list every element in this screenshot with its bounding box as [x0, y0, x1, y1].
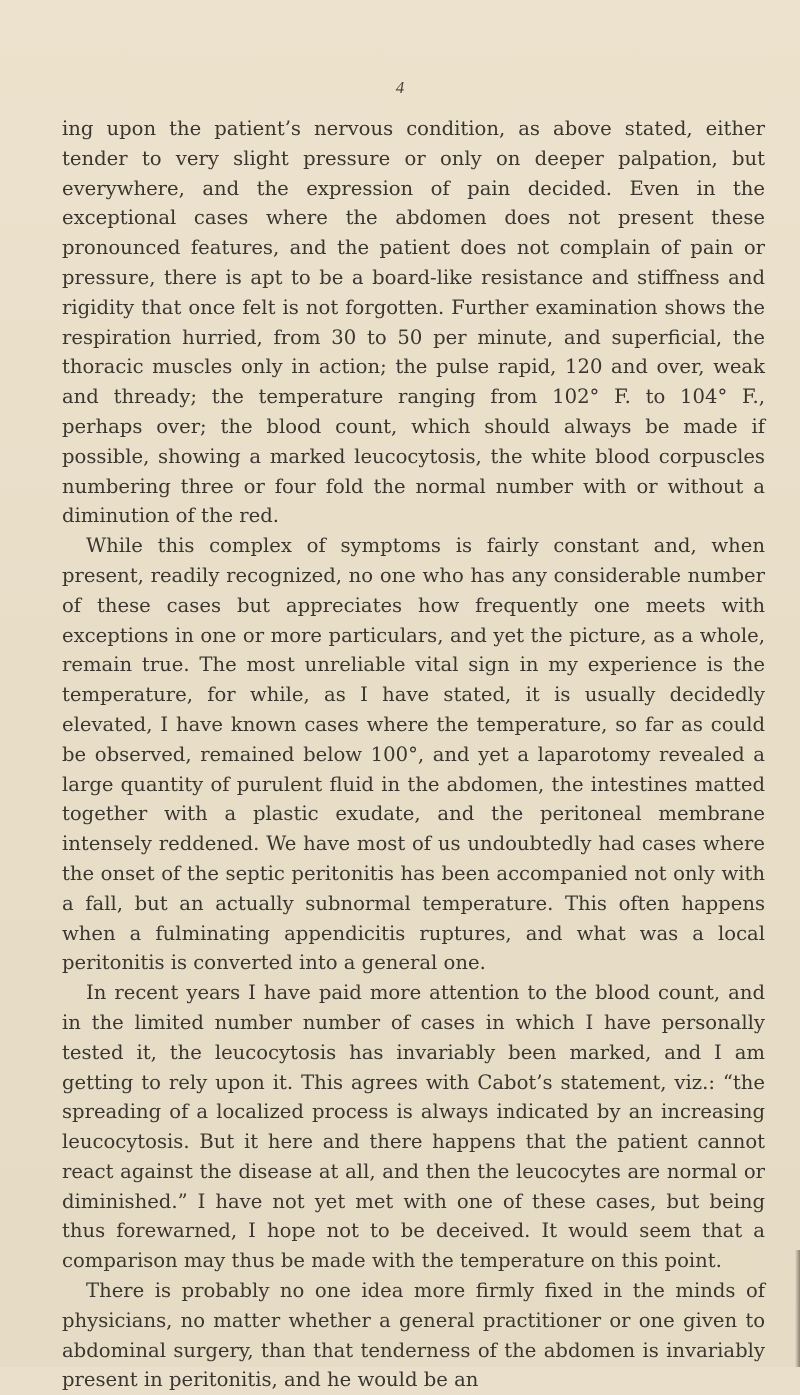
page-edge-shadow [795, 1250, 800, 1367]
paragraph-2: While this complex of symptoms is fairly constant and, when present, readily recognized, no one who has any considerable number of these cases but appreciates how frequently one meets with exceptions in one or more particulars, and yet the picture, as a whole, remain true. The most unreliable vital sign in my experience is the temperature, for while, as I have stated, it is usually decidedly elevated, I have known cases where the temperature, so far as could be observed, remained below 100°, and yet a laparotomy revealed a large quantity of purulent fluid in the abdomen, the intestines matted together with a plastic exudate, and the peritoneal membrane intensely reddened. We have most of us undoubtedly had cases where the onset of the septic peritonitis has been accompanied not only with a fall, but an actually subnormal temperature. This often happens when a fulminating appendicitis ruptures, and what was a local peritonitis is converted into a general one. [62, 534, 765, 975]
paragraph-1: ing upon the patient’s nervous condition, as above stated, either tender to very slight pressure or only on deeper palpation, but everywhere, and the expression of pain decided. Even in the exceptional cases where the abdomen does not present these pronounced features, and the patient does not complain of pain or pressure, there is apt to be a board-like resistance and stiffness and rigidity that once felt is not forgotten. Further examination shows the respiration hurried, from 30 to 50 per minute, and superficial, the thoracic muscles only in action; the pulse rapid, 120 and over, weak and thready; the temperature ranging from 102° F. to 104° F., perhaps over; the blood count, which should always be made if possible, showing a marked leucocytosis, the white blood corpuscles numbering three or four fold the normal number with or without a diminution of the red. [62, 117, 765, 528]
page-number: 4 [395, 78, 405, 97]
paragraph-4: There is probably no one idea more firmly fixed in the minds of physicians, no matter whether a general practitioner or one given to abdominal surgery, than that tenderness of the abdomen is invariably present in peritonitis, and he would be an [62, 1279, 765, 1392]
paragraph-3: In recent years I have paid more attention to the blood count, and in the limited number number of cases in which I have personally tested it, the leucocytosis has invariably been marked, and I am getting to rely upon it. This agrees with Cabot’s statement, viz.: “the spreading of a localized process is always indicated by an increasing leucocytosis. But it here and there happens that the patient cannot react against the disease at all, and then the leucocytes are normal or diminished.” I have not yet met with one of these cases, but being thus forewarned, I hope not to be deceived. It would seem that a comparison may thus be made with the temperature on this point. [62, 981, 765, 1273]
body-text [62, 114, 765, 1395]
